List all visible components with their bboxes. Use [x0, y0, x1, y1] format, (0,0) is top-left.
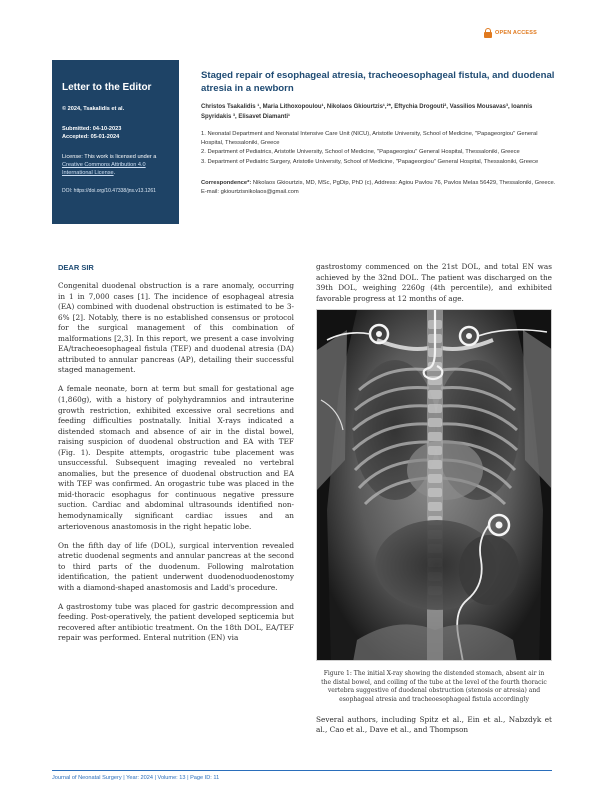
paragraph: A gastrostomy tube was placed for gastric decompression and feeding. Post-operatively, the patient developed septicemia but recovered after antibiotic treatment. On the 18th DOL, EA/TEF repair was performed. Enteral nutrition (EN) via: [58, 601, 294, 643]
article-info-sidebar: [52, 60, 179, 224]
open-access-badge: [484, 28, 537, 38]
license-link[interactable]: Creative Commons Attribution 4.0 International License: [62, 162, 146, 176]
copyright-line: © 2024, Tsakalidis et al.: [62, 106, 125, 112]
article-type-heading: Letter to the Editor: [62, 82, 152, 93]
correspondence: [201, 179, 556, 197]
open-lock-icon: [484, 28, 492, 38]
salutation: DEAR SIR: [58, 263, 94, 272]
dates-block: [62, 125, 171, 141]
paragraph: A female neonate, born at term but small for gestational age (1,860g), with a history of polyhydramnios and intrauterine growth restriction, exhibited excessive oral secretions and feeding difficulties postnatally. Initial X-rays indicated a distended stomach and absence of air in the distal bowel, raising suspicion of duodenal obstruction and EA with TEF (Fig. 1). Despite attempts, orogastric tube placement was unsuccessful. Subsequent imaging revealed no vertebral anomalies, but the presence of duodenal obstruction and EA with TEF was confirmed. An orogastric tube was placed in the mid-thoracic esophagus for continuous negative pressure suction. Cardiac and abdominal ultrasounds identified non-hemodynamically significant cardiac issues and an arteriovenous anastomosis in the right hepatic lobe.: [58, 384, 294, 531]
affiliation-2: 2. Department of Pediatrics, Aristotle University, School of Medicine, "Papageorgiou" General Hospital, Thessaloniki, Greece: [201, 149, 520, 156]
author-list: Christos Tsakalidis ¹, Maria Lithoxopoulou¹, Nikolaos Gkiourtzis¹,²*, Eftychia Drogouti², Vassilios Mousavas³, Ioannis Spyridakis ³, Elisavet Diamanti¹: [201, 104, 533, 120]
affiliations: [201, 130, 556, 167]
affiliation-1: 1. Neonatal Department and Neonatal Intensive Care Unit (NICU), Aristotle University, School of Medicine, "Papageorgiou" General Hospital, Thessaloniki, Greece: [201, 131, 538, 147]
body-column-left: [58, 262, 294, 653]
open-access-label: OPEN ACCESS: [495, 30, 538, 36]
paragraph: Several authors, including Spitz et al., Ein et al., Nabzdyk et al., Cao et al., Dave et al., and Thompson: [316, 714, 552, 735]
affiliation-3: 3. Department of Pediatric Surgery, Aristotle University, School of Medicine, "Papageorgiou" General Hospital, Thessaloniki, Greece: [201, 158, 539, 165]
paragraph: On the fifth day of life (DOL), surgical intervention revealed atretic duodenal segments and annular pancreas at the second to third parts of the duodenum. Following malrotation identification, the patient underwent duodenoduodenostomy with a diamond-shaped anastomosis and Ladd's procedure.: [58, 540, 294, 592]
doi-link[interactable]: DOI: https://doi.org/10.47338/jns.v13.1261: [62, 188, 156, 194]
footer-divider: [52, 770, 552, 771]
body-column-right: [316, 262, 552, 744]
journal-footer: Journal of Neonatal Surgery | Year: 2024 | Volume: 13 | Page ID: 11: [52, 775, 220, 781]
correspondence-label: Correspondence*:: [201, 179, 252, 186]
correspondence-text: Nikolaos Gkiourtzis, MD, MSc, PgDip, PhD (c), Address: Agiou Pavlou 76, Pavlos Melas 56429, Thessaloniki, Greece. E-mail: gkiourtzisnikolaos@gmail.com: [201, 179, 556, 196]
accepted-date: Accepted: 05-01-2024: [62, 134, 120, 140]
article-header: [201, 70, 556, 197]
paragraph: Congenital duodenal obstruction is a rare anomaly, occurring in 1 in 7,000 cases [1]. The incidence of esophageal atresia (EA) combined with duodenal obstruction is estimated to be 3-6% [2]. Notably, there is no established consensus or protocol for the surgical management of this combination of malformations [2,3]. In this report, we present a case involving EA/tracheoesophageal fistula (TEF) and duodenal atresia (DA) attributed to annular pancreas (AP), detailing their successful staged management.: [58, 281, 294, 375]
submitted-date: Submitted: 04-10-2023: [62, 126, 122, 132]
figure-caption: Figure 1: The initial X-ray showing the distended stomach, absent air in the distal bowel, and coiling of the tube at the level of the fourth thoracic vertebra suggestive of duodenal obstruction (stenosis or atresia) and esophageal atresia and tracheoesophageal fistula accordingly: [321, 670, 547, 703]
license-prefix: License: This work is licensed under a: [62, 154, 157, 160]
license-suffix: .: [113, 170, 116, 176]
paragraph: gastrostomy commenced on the 21st DOL, and total EN was achieved by the 32nd DOL. The patient was discharged on the 39th DOL, weighing 2260g (4th percentile), and exhibited favorable progress at 12 months of age.: [316, 262, 552, 303]
license-note: [62, 153, 171, 177]
article-title: Staged repair of esophageal atresia, tracheoesophageal fistula, and duodenal atresia in a newborn: [201, 70, 555, 94]
xray-figure: [316, 309, 552, 661]
